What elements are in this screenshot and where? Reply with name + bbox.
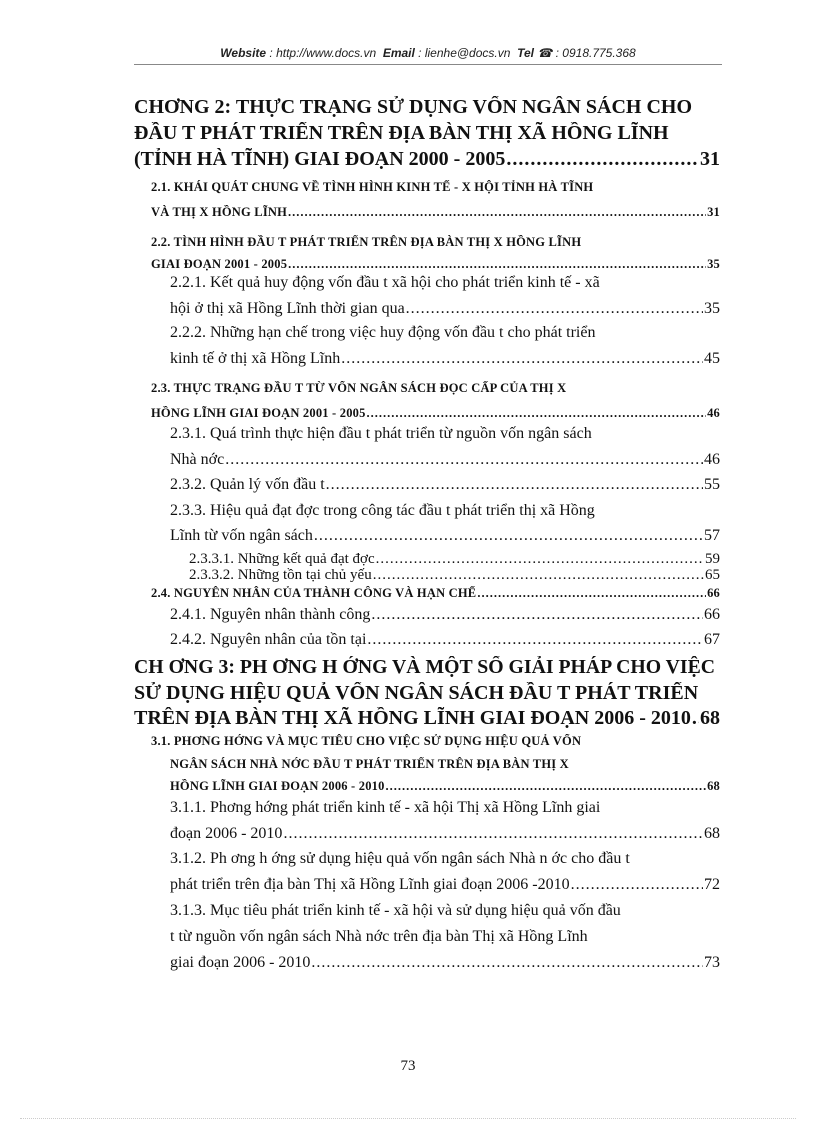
tel-value: : 0918.775.368 [555,46,636,60]
toc-section-2-2-line-2[interactable]: GIAI ĐOẠN 2001 - 2005 ..... 35 [151,257,720,272]
toc-page-number: 66 [707,586,720,600]
toc-item-2-3-3-2[interactable]: 2.3.3.2. Những tồn tại chủ yếu ..... 65 [189,567,720,584]
toc-item-3-1-3-line-1: 3.1.3. Mục tiêu phát triển kinh tế - xã hội và sử dụng hiệu quả vốn đầu [170,902,621,919]
page-number: 73 [400,1058,416,1074]
toc-page-number: 57 [704,527,720,544]
toc-item-2-2-2-line-1: 2.2.2. Những hạn chế trong việc huy động vốn đầu t cho phát triển [170,324,596,341]
toc-page-number: 67 [704,631,720,648]
toc-page-number: 35 [707,257,720,271]
toc-page-number: 45 [704,350,720,367]
toc-item-2-2-2-line-2[interactable]: kinh tế ở thị xã Hồng Lĩnh ..... 45 [170,350,720,368]
toc-section-3-1-line-1: 3.1. PHƠNG HỚNG VÀ MỤC TIÊU CHO VIỆC SỬ DỤNG HIỆU QUẢ VỐN [151,734,582,748]
toc-item-2-2-1-line-2[interactable]: hội ở thị xã Hồng Lĩnh thời gian qua ..... 35 [170,300,720,318]
toc-section-3-1-line-2: NGÂN SÁCH NHÀ NỚC ĐẦU T PHÁT TRIỂN TRÊN ĐỊA BÀN THỊ X [170,757,569,771]
toc-item-2-3-1-line-1: 2.3.1. Quá trình thực hiện đầu t phát triển từ nguồn vốn ngân sách [170,425,592,442]
toc-chapter-3-line-2: SỬ DỤNG HIỆU QUẢ VỐN NGÂN SÁCH ĐẦU T PHÁT TRIỂN [134,682,699,704]
toc-item-3-1-3-line-3[interactable]: giai đoạn 2006 - 2010 ..... 73 [170,954,720,972]
toc-item-3-1-1-line-1: 3.1.1. Phơng hớng phát triển kinh tế - xã hội Thị xã Hồng Lĩnh giai [170,799,601,816]
toc-section-2-3-line-1: 2.3. THỰC TRẠNG ĐẦU T TỪ VỐN NGÂN SÁCH ĐỌC CẤP CỦA THỊ X [151,381,567,395]
toc-item-3-1-2-line-1: 3.1.2. Ph ơng h ớng sử dụng hiệu quả vốn ngân sách Nhà n ớc cho đầu t [170,850,630,867]
toc-section-2-1-line-2[interactable]: VÀ THỊ X HỒNG LĨNH ..... 31 [151,205,720,220]
toc-page-number: 68 [700,707,720,729]
toc-page-number: 31 [700,148,720,170]
toc-item-2-3-2[interactable]: 2.3.2. Quản lý vốn đầu t ..... 55 [170,476,720,494]
toc-page-number: 68 [707,779,720,793]
toc-page-number: 55 [704,476,720,493]
toc-chapter-2-line-1: CHƠNG 2: THỰC TRẠNG SỬ DỤNG VỐN NGÂN SÁCH CHO [134,96,692,118]
toc-page-number: 65 [705,567,720,583]
email-value: : lienhe@docs.vn [418,46,511,60]
toc-item-2-4-2[interactable]: 2.4.2. Nguyên nhân của tồn tại ..... 67 [170,631,720,649]
toc-chapter-2-line-2: ĐẦU T PHÁT TRIỂN TRÊN ĐỊA BÀN THỊ XÃ HỒNG LĨNH [134,122,669,144]
toc-item-3-1-1-line-2[interactable]: đoạn 2006 - 2010 ..... 68 [170,825,720,843]
page-bottom-divider [20,1118,796,1119]
toc-section-3-1-line-3[interactable]: HỒNG LĨNH GIAI ĐOẠN 2006 - 2010 ..... 68 [170,779,720,794]
toc-page-number: 31 [707,205,720,219]
header-divider [134,64,722,65]
toc-page-number: 35 [704,300,720,317]
toc-chapter-3-line-1: CH ƠNG 3: PH ƠNG H ỚNG VÀ MỘT SỐ GIẢI PHÁP CHO VIỆC [134,656,716,678]
website-url: : http://www.docs.vn [269,46,377,60]
tel-label: Tel [517,46,534,60]
toc-section-2-3-line-2[interactable]: HỒNG LĨNH GIAI ĐOẠN 2001 - 2005 ..... 46 [151,406,720,421]
toc-chapter-3-line-3[interactable]: TRÊN ĐỊA BÀN THỊ XÃ HỒNG LĨNH GIAI ĐOẠN 2006 - 2010 ..... 68 [134,707,720,730]
toc-chapter-2-line-3[interactable]: (TỈNH HÀ TĨNH) GIAI ĐOẠN 2000 - 2005 ..... 31 [134,148,720,171]
toc-item-3-1-3-line-2: t từ nguồn vốn ngân sách Nhà nớc trên địa bàn Thị xã Hồng Lĩnh [170,928,588,945]
toc-item-2-3-3-1[interactable]: 2.3.3.1. Những kết quả đạt đợc ..... 59 [189,551,720,568]
toc-item-2-3-1-line-2[interactable]: Nhà nớc ..... 46 [170,451,720,469]
toc-page-number: 59 [705,551,720,567]
toc-item-2-3-3-line-1: 2.3.3. Hiệu quả đạt đợc trong công tác đầu t phát triển thị xã Hồng [170,502,595,519]
toc-section-2-2-line-1: 2.2. TÌNH HÌNH ĐẦU T PHÁT TRIỂN TRÊN ĐỊA BÀN THỊ X HỒNG LĨNH [151,235,582,249]
toc-page-number: 68 [704,825,720,842]
toc-section-2-4[interactable]: 2.4. NGUYÊN NHÂN CỦA THÀNH CÔNG VÀ HẠN CHẾ ..... 66 [151,586,720,601]
toc-item-2-2-1-line-1: 2.2.1. Kết quả huy động vốn đầu t xã hội cho phát triển kinh tế - xã [170,274,600,291]
toc-page-number: 46 [707,406,720,420]
toc-item-3-1-2-line-2[interactable]: phát triển trên địa bàn Thị xã Hồng Lĩnh giai đoạn 2006 -2010 ..... 72 [170,876,720,894]
toc-page-number: 72 [704,876,720,893]
toc-page-number: 66 [704,606,720,623]
email-label: Email [382,46,415,60]
website-label: Website [220,46,267,60]
phone-icon: ☎ [537,46,553,60]
toc-item-2-3-3-line-2[interactable]: Lĩnh từ vốn ngân sách ..... 57 [170,527,720,545]
page-header [134,46,722,60]
toc-page-number: 73 [704,954,720,971]
toc-page-number: 46 [704,451,720,468]
toc-item-2-4-1[interactable]: 2.4.1. Nguyên nhân thành công ..... 66 [170,606,720,624]
toc-section-2-1-line-1: 2.1. KHÁI QUÁT CHUNG VỀ TÌNH HÌNH KINH TẾ - X HỘI TỈNH HÀ TĨNH [151,180,594,194]
